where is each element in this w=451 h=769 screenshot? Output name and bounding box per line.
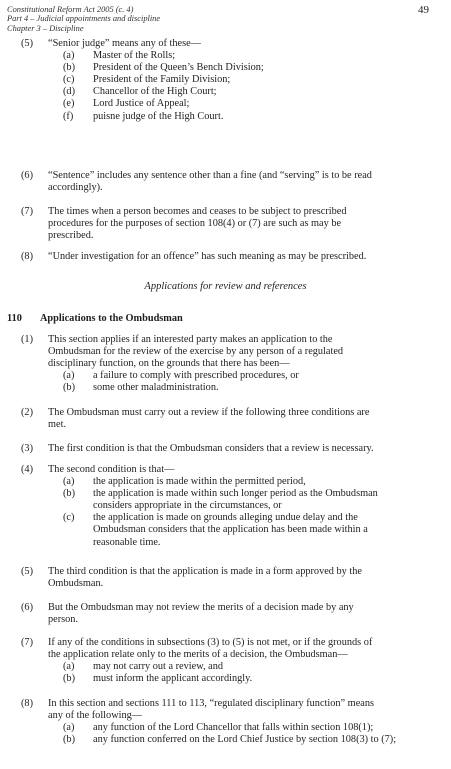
list-item-continuation [93, 500, 441, 512]
list-item [63, 476, 441, 488]
subsection-number: (7) [21, 637, 34, 648]
text-line: met. [48, 419, 67, 431]
list-item [63, 734, 441, 746]
subsection-number: (2) [21, 407, 34, 418]
subsection-5 [21, 38, 441, 123]
text-line: “Under investigation for an offence” has such meaning as may be prescribed. [48, 251, 367, 262]
item-text: President of the Queen’s Bench Division; [93, 62, 264, 74]
list-item [63, 722, 441, 734]
list-item [63, 50, 441, 62]
list-item [63, 370, 441, 382]
item-label: (c) [63, 512, 75, 524]
list-item [63, 110, 441, 123]
item-text: Master of the Rolls; [93, 50, 176, 62]
subsection-8 [21, 251, 441, 263]
text-line: The first condition is that the Ombudsman considers that a review is necessary. [48, 443, 374, 454]
list-item [63, 512, 441, 524]
item-label: (b) [63, 62, 76, 74]
item-label: (b) [63, 382, 76, 394]
crossheading: Applications for review and references [144, 281, 307, 292]
section-110-subsection-8 [21, 698, 441, 746]
text-line: But the Ombudsman may not review the merits of a decision made by any [48, 602, 354, 613]
item-label: (b) [63, 488, 76, 500]
item-text: the application is made within such longer period as the Ombudsman [93, 488, 378, 500]
item-text: any function of the Lord Chancellor that falls within section 108(1); [93, 722, 374, 734]
subsection-number: (7) [21, 206, 34, 217]
text-line: The times when a person becomes and ceases to be subject to prescribed [48, 206, 347, 217]
list-item [63, 86, 441, 98]
text-line: The Ombudsman must carry out a review if the following three conditions are [48, 407, 370, 418]
item-label: (a) [63, 661, 75, 673]
item-text: any function conferred on the Lord Chief Justice by section 108(3) to (7); [93, 734, 397, 746]
section-110-subsection-1 [21, 334, 441, 394]
list-item [63, 488, 441, 500]
running-head-part: Part 4 – Judicial appointments and discipline [7, 14, 161, 24]
running-head-chapter: Chapter 3 – Discipline [7, 23, 84, 33]
item-label: (b) [63, 734, 76, 746]
text-line: accordingly). [48, 182, 103, 194]
section-110-subsection-4 [21, 464, 441, 549]
text-line: Ombudsman. [48, 578, 104, 590]
running-head [7, 5, 160, 33]
list-item-continuation [93, 524, 441, 536]
item-text: may not carry out a review, and [93, 661, 223, 673]
list-item [63, 62, 441, 74]
section-110-subsection-5 [21, 566, 441, 590]
list-item-continuation [93, 537, 441, 549]
text-line: person. [48, 614, 79, 626]
item-text: a failure to comply with prescribed procedures, or [93, 370, 299, 382]
subsection-number: (8) [21, 251, 34, 262]
item-text: Lord Justice of Appeal; [93, 98, 190, 110]
item-label: (a) [63, 476, 75, 488]
section-heading [7, 313, 183, 324]
item-text: must inform the applicant accordingly. [93, 673, 253, 685]
subsection-number: (5) [21, 38, 34, 49]
item-text: some other maladministration. [93, 382, 219, 394]
list-item [63, 98, 441, 110]
subsection-6 [21, 170, 441, 194]
subsection-number: (4) [21, 464, 34, 475]
item-label: (e) [63, 98, 75, 110]
text-line: Ombudsman for the review of the exercise by any person of a regulated [48, 346, 344, 358]
subsection-number: (8) [21, 698, 34, 709]
section-110-subsection-6 [21, 602, 441, 626]
text-line: The third condition is that the application is made in a form approved by the [48, 566, 362, 577]
text-line: any of the following— [48, 710, 143, 722]
text-line: The second condition is that— [48, 464, 175, 475]
item-text: Chancellor of the High Court; [93, 86, 217, 98]
item-label: (a) [63, 722, 75, 734]
text-line: “Sentence” includes any sentence other than a fine (and “serving” is to be read [48, 170, 372, 181]
text-line: This section applies if an interested party makes an application to the [48, 334, 333, 345]
item-label: (a) [63, 370, 75, 382]
list-item [63, 382, 441, 394]
list-item [63, 661, 441, 673]
list-item [63, 74, 441, 86]
item-text: reasonable time. [93, 536, 161, 548]
running-head-act: Constitutional Reform Act 2005 (c. 4) [7, 5, 134, 14]
item-label: (d) [63, 86, 76, 98]
section-title: Applications to the Ombudsman [40, 313, 183, 324]
text-line: procedures for the purposes of section 108(4) or (7) are such as may be [48, 218, 342, 230]
item-text: puisne judge of the High Court. [93, 110, 224, 122]
section-110-subsection-3 [21, 443, 441, 455]
item-text: President of the Family Division; [93, 74, 231, 86]
subsection-number: (1) [21, 334, 34, 345]
item-label: (a) [63, 50, 75, 62]
item-text: Ombudsman considers that the application has been made within a [93, 524, 368, 536]
item-label: (c) [63, 74, 75, 86]
section-110-subsection-7 [21, 637, 441, 685]
subsection-number: (6) [21, 170, 34, 181]
subsection-text: “Senior judge” means any of these— [48, 38, 201, 49]
text-line: In this section and sections 111 to 113, “regulated disciplinary function” means [48, 698, 374, 709]
page-number: 49 [418, 4, 429, 16]
item-text: the application is made on grounds alleging undue delay and the [93, 512, 358, 524]
text-line: prescribed. [48, 230, 94, 242]
list-item [63, 673, 441, 685]
text-line: If any of the conditions in subsections (3) to (5) is not met, or if the grounds of [48, 637, 373, 648]
text-line: the application relate only to the merits of a decision, the Ombudsman— [48, 649, 348, 661]
subsection-7 [21, 206, 441, 242]
item-label: (b) [63, 673, 76, 685]
text-line: disciplinary function, on the grounds that there has been— [48, 358, 290, 370]
item-text: considers appropriate in the circumstances, or [93, 500, 282, 512]
section-number: 110 [7, 313, 22, 324]
section-110-subsection-2 [21, 407, 441, 431]
item-label: (f) [63, 110, 74, 122]
subsection-number: (3) [21, 443, 34, 454]
subsection-number: (5) [21, 566, 34, 577]
item-text: the application is made within the permitted period, [93, 476, 306, 488]
subsection-number: (6) [21, 602, 34, 613]
